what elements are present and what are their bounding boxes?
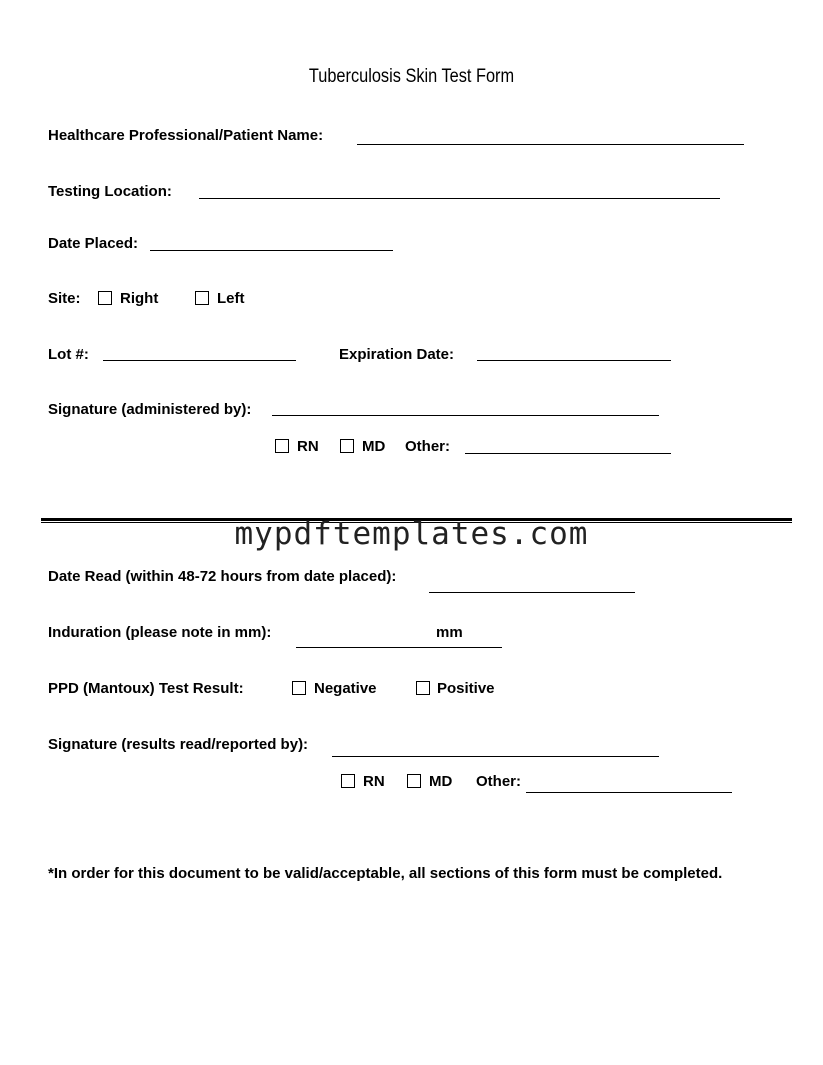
reader-other-field[interactable]	[526, 792, 732, 793]
lot-number-label: Lot #:	[48, 346, 89, 363]
administered-rn-label: RN	[297, 438, 319, 455]
site-right-label: Right	[120, 290, 159, 307]
signature-administered-field[interactable]	[272, 415, 659, 416]
result-negative-checkbox[interactable]	[292, 681, 306, 695]
site-left-checkbox[interactable]	[195, 291, 209, 305]
site-left-label: Left	[217, 290, 245, 307]
patient-name-label: Healthcare Professional/Patient Name:	[48, 127, 324, 144]
induration-field[interactable]	[296, 647, 502, 648]
induration-label: Induration (please note in mm):	[48, 624, 272, 641]
signature-read-label: Signature (results read/reported by):	[48, 736, 309, 753]
test-result-label: PPD (Mantoux) Test Result:	[48, 680, 244, 697]
form-title: Tuberculosis Skin Test Form	[308, 66, 515, 87]
testing-location-label: Testing Location:	[48, 183, 172, 200]
administered-md-checkbox[interactable]	[340, 439, 354, 453]
patient-name-field[interactable]	[357, 144, 744, 145]
date-placed-field[interactable]	[150, 250, 393, 251]
site-right-checkbox[interactable]	[98, 291, 112, 305]
lot-number-field[interactable]	[103, 360, 296, 361]
result-negative-label: Negative	[314, 680, 377, 697]
expiration-date-label: Expiration Date:	[339, 346, 455, 363]
watermark-text: mypdftemplates.com	[234, 516, 589, 552]
testing-location-field[interactable]	[199, 198, 720, 199]
induration-unit-label: mm	[436, 624, 463, 641]
reader-md-checkbox[interactable]	[407, 774, 421, 788]
administered-other-field[interactable]	[465, 453, 671, 454]
signature-read-field[interactable]	[332, 756, 659, 757]
signature-administered-label: Signature (administered by):	[48, 401, 252, 418]
administered-rn-checkbox[interactable]	[275, 439, 289, 453]
site-label: Site:	[48, 290, 81, 307]
administered-md-label: MD	[362, 438, 386, 455]
reader-md-label: MD	[429, 773, 453, 790]
administered-other-label: Other:	[405, 438, 450, 455]
reader-other-label: Other:	[476, 773, 521, 790]
reader-rn-label: RN	[363, 773, 385, 790]
result-positive-checkbox[interactable]	[416, 681, 430, 695]
completion-footnote: *In order for this document to be valid/acceptable, all sections of this form must be completed.	[48, 865, 723, 882]
reader-rn-checkbox[interactable]	[341, 774, 355, 788]
result-positive-label: Positive	[437, 680, 495, 697]
date-read-label: Date Read (within 48-72 hours from date placed):	[48, 568, 397, 585]
date-read-field[interactable]	[429, 592, 635, 593]
date-placed-label: Date Placed:	[48, 235, 139, 252]
expiration-date-field[interactable]	[477, 360, 671, 361]
